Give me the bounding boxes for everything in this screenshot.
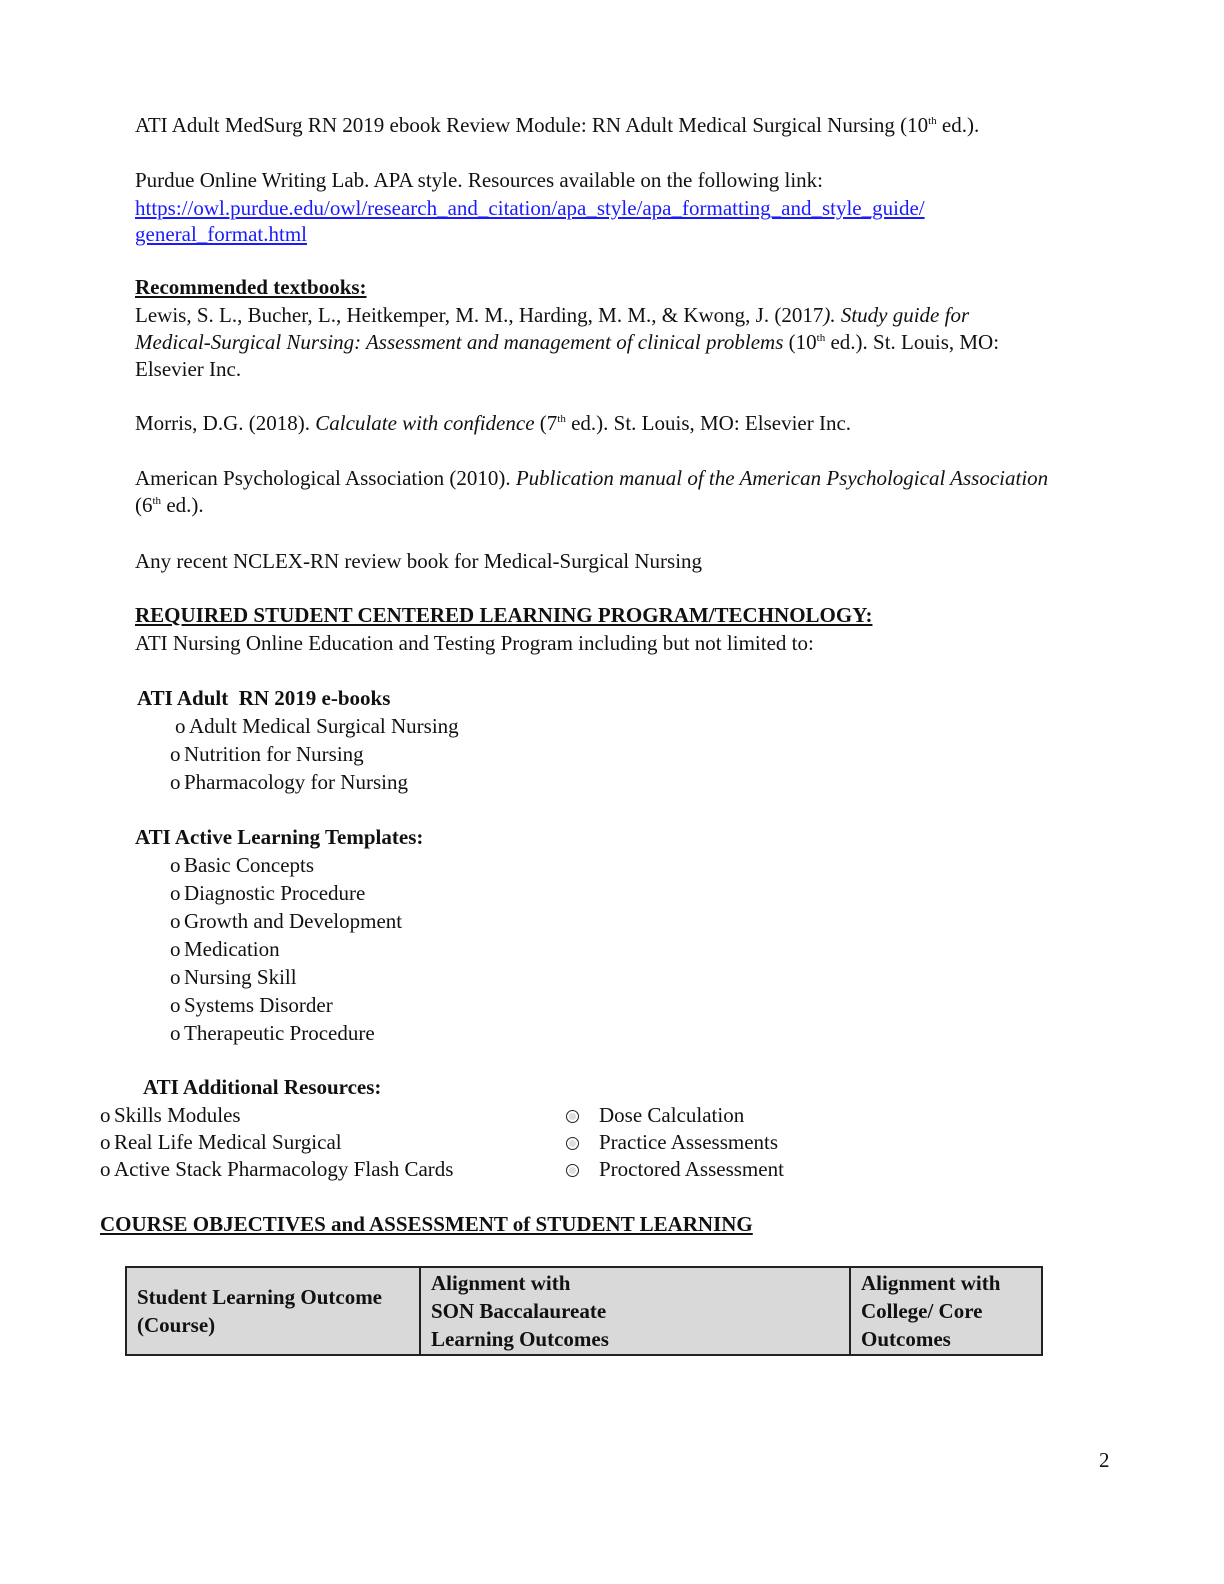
radio-bullet-icon — [566, 1137, 579, 1150]
ati-module-citation: ATI Adult MedSurg RN 2019 ebook Review Module: RN Adult Medical Surgical Nursing (10th ed.). — [135, 113, 980, 137]
list-item: Practice Assessments — [566, 1129, 778, 1156]
list-item: Dose Calculation — [566, 1102, 744, 1129]
list-item: o Adult Medical Surgical Nursing — [175, 714, 459, 738]
list-item: o Active Stack Pharmacology Flash Cards — [100, 1157, 454, 1181]
radio-bullet-icon — [566, 1164, 579, 1177]
course-objectives-heading: COURSE OBJECTIVES and ASSESSMENT of STUDENT LEARNING — [100, 1212, 753, 1236]
recommended-textbooks-heading: Recommended textbooks: — [135, 275, 367, 299]
nclex-review-text: Any recent NCLEX-RN review book for Medical-Surgical Nursing — [135, 549, 703, 573]
morris-citation: Morris, D.G. (2018). Calculate with confidence (7th ed.). St. Louis, MO: Elsevier Inc. — [135, 411, 852, 435]
required-program-heading: REQUIRED STUDENT CENTERED LEARNING PROGRAM/TECHNOLOGY: — [135, 603, 873, 627]
apa-citation-line2: (6th ed.). — [135, 493, 204, 517]
additional-resources-heading: ATI Additional Resources: — [143, 1075, 382, 1099]
table-row — [126, 1267, 1042, 1355]
list-item: o Medication — [170, 937, 280, 961]
list-item: o Nutrition for Nursing — [170, 742, 364, 766]
list-item: o Growth and Development — [170, 909, 403, 933]
list-item: o Real Life Medical Surgical — [100, 1130, 342, 1154]
radio-bullet-icon — [566, 1110, 579, 1123]
list-item: o Basic Concepts — [170, 853, 315, 877]
objectives-table — [125, 1266, 1043, 1356]
list-item: Proctored Assessment — [566, 1156, 784, 1183]
templates-heading: ATI Active Learning Templates: — [135, 825, 424, 849]
list-item: o Diagnostic Procedure — [170, 881, 366, 905]
lewis-citation-line1: Lewis, S. L., Bucher, L., Heitkemper, M. M., Harding, M. M., & Kwong, J. (2017). Study guide for — [135, 303, 970, 327]
page-number: 2 — [1099, 1448, 1110, 1472]
purdue-owl-link[interactable]: https://owl.purdue.edu/owl/research_and_citation/apa_style/apa_formatting_and_style_guide/ — [135, 196, 925, 220]
list-item: o Skills Modules — [100, 1103, 241, 1127]
ebooks-heading: ATI Adult RN 2019 e-books — [137, 686, 391, 710]
list-item: o Pharmacology for Nursing — [170, 770, 408, 794]
lewis-citation-line3: Elsevier Inc. — [135, 357, 242, 381]
list-item: o Therapeutic Procedure — [170, 1021, 375, 1045]
list-item: o Nursing Skill — [170, 965, 297, 989]
table-header-cell: Alignment with SON Baccalaureate Learning Outcomes — [420, 1267, 850, 1355]
list-item: o Systems Disorder — [170, 993, 333, 1017]
apa-citation-line1: American Psychological Association (2010). Publication manual of the American Psychological Association — [135, 466, 1049, 490]
lewis-citation-line2: Medical-Surgical Nursing: Assessment and management of clinical problems (10th ed.). St. Louis, MO: — [135, 330, 1000, 354]
purdue-owl-link-continued[interactable]: general_format.html — [135, 222, 308, 246]
purdue-owl-text: Purdue Online Writing Lab. APA style. Resources available on the following link: — [135, 168, 823, 192]
table-header-cell: Student Learning Outcome (Course) — [126, 1267, 420, 1355]
table-header-cell: Alignment with College/ Core Outcomes — [850, 1267, 1042, 1355]
program-intro: ATI Nursing Online Education and Testing Program including but not limited to: — [135, 631, 814, 655]
